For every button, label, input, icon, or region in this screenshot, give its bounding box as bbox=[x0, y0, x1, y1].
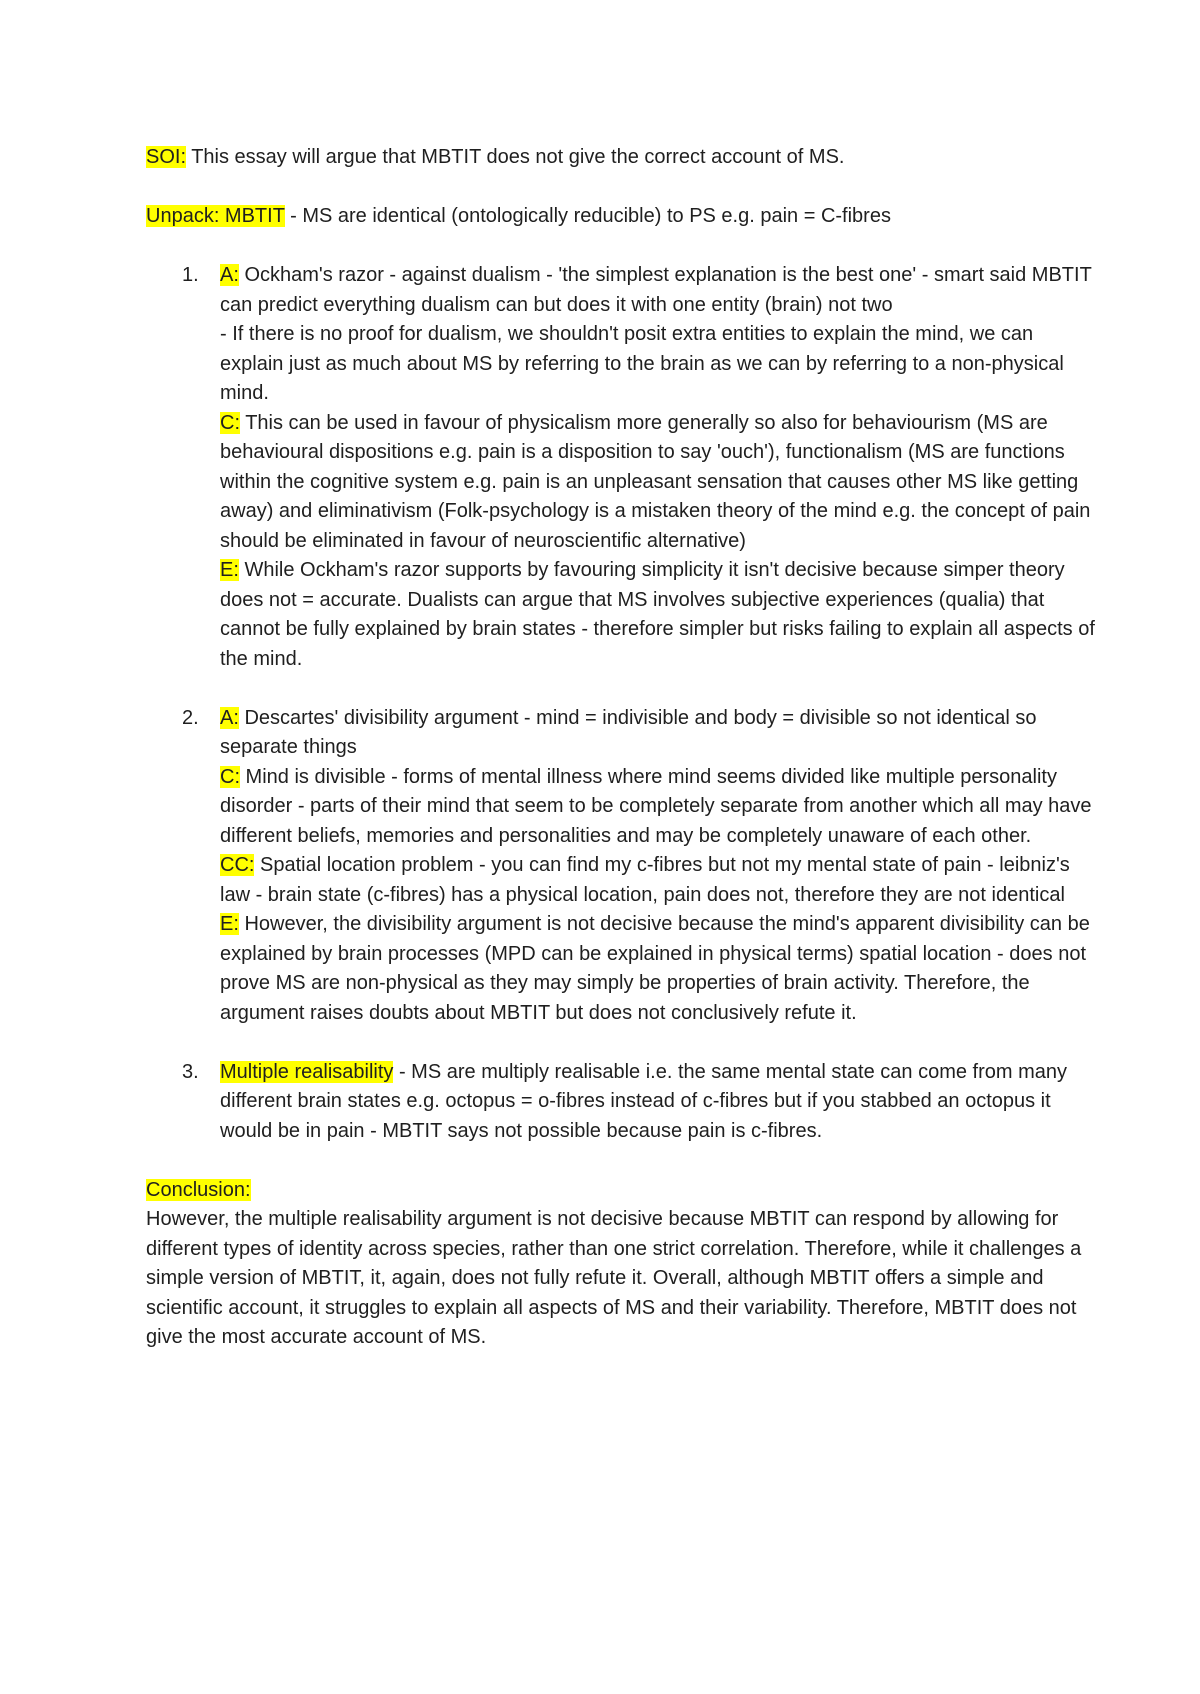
argument-block bbox=[220, 851, 1096, 910]
list-number: 2. bbox=[182, 706, 199, 729]
argument-block bbox=[220, 261, 1096, 320]
unpack-text: - MS are identical (ontologically reducible) to PS e.g. pain = C-fibres bbox=[284, 205, 891, 227]
block-text: Ockham's razor - against dualism - 'the simplest explanation is the best one' - smart said MBTIT can predict everything dualism can but does it with one entity (brain) not two bbox=[220, 264, 1092, 316]
block-text: - If there is no proof for dualism, we shouldn't posit extra entities to explain the mind, we can explain just as much about MS by referring to the brain as we can by referring to a non-physical mind. bbox=[220, 323, 1064, 404]
argument-list bbox=[146, 261, 1096, 1146]
argument-block bbox=[220, 409, 1096, 557]
conclusion-label: Conclusion: bbox=[146, 1178, 251, 1201]
conclusion-text: However, the multiple realisability argument is not decisive because MBTIT can respond by allowing for different types of identity across species, rather than one strict correlation. Therefore, while it challenges a simple version of MBTIT, it, again, does not fully refute it. Overall, although MBTIT offers a simple and scientific account, it struggles to explain all aspects of MS and their variability. Therefore, MBTIT does not give the most accurate account of MS. bbox=[146, 1208, 1082, 1348]
block-label: E: bbox=[220, 913, 239, 935]
argument-item-2 bbox=[146, 704, 1096, 1029]
block-text: However, the divisibility argument is not decisive because the mind's apparent divisibility can be explained by brain processes (MPD can be explained in physical terms) spatial location - does not prove MS are non-physical as they may simply be properties of brain activity. Therefore, the argument raises doubts about MBTIT but does not conclusively refute it. bbox=[220, 913, 1090, 1024]
block-label: CC: bbox=[220, 854, 255, 876]
block-text: - MS are multiply realisable i.e. the same mental state can come from many different brain states e.g. octopus = o-fibres instead of c-fibres but if you stabbed an octopus it would be in pain - MBTIT says not possible because pain is c-fibres. bbox=[220, 1060, 1067, 1142]
soi-text: This essay will argue that MBTIT does not give the correct account of MS. bbox=[186, 146, 845, 168]
unpack-label: Unpack: MBTIT bbox=[146, 205, 285, 227]
block-text: This can be used in favour of physicalism more generally so also for behaviourism (MS are behavioural dispositions e.g. pain is a disposition to say 'ouch'), functionalism (MS are functions within the cognitive system e.g. pain is an unpleasant sensation that causes other MS like getting away) and eliminativism (Folk-psychology is a mistaken theory of the mind e.g. the concept of pain should be eliminated in favour of neuroscientific alternative) bbox=[220, 411, 1091, 552]
argument-block bbox=[220, 556, 1096, 674]
document-page bbox=[146, 143, 1096, 1353]
block-label: A: bbox=[220, 706, 239, 729]
block-label: C: bbox=[220, 411, 240, 434]
soi-label: SOI: bbox=[146, 146, 187, 168]
argument-block bbox=[220, 704, 1096, 763]
argument-block bbox=[220, 1058, 1096, 1147]
block-label: E: bbox=[220, 559, 239, 581]
block-text: Descartes' divisibility argument - mind = indivisible and body = divisible so not identical so separate things bbox=[220, 706, 1037, 758]
block-label: C: bbox=[220, 765, 240, 788]
list-number: 1. bbox=[182, 264, 199, 286]
block-label: A: bbox=[220, 264, 239, 286]
block-text: Mind is divisible - forms of mental illness where mind seems divided like multiple personality disorder - parts of their mind that seem to be completely separate from another which all may have different beliefs, memories and personalities and may be completely unaware of each other. bbox=[220, 765, 1092, 847]
block-text: While Ockham's razor supports by favouring simplicity it isn't decisive because simper theory does not = accurate. Dualists can argue that MS involves subjective experiences (qualia) that cannot be fully explained by brain states - therefore simpler but risks failing to explain all aspects of the mind. bbox=[220, 559, 1095, 670]
soi-paragraph bbox=[146, 143, 1096, 173]
block-label: Multiple realisability bbox=[220, 1060, 394, 1083]
argument-item-1 bbox=[146, 261, 1096, 674]
block-text: Spatial location problem - you can find my c-fibres but not my mental state of pain - leibniz's law - brain state (c-fibres) has a physical location, pain does not, therefore they are not identical bbox=[220, 854, 1070, 906]
conclusion-heading bbox=[146, 1176, 1096, 1206]
unpack-paragraph bbox=[146, 202, 1096, 232]
argument-block bbox=[220, 910, 1096, 1028]
argument-item-3 bbox=[146, 1058, 1096, 1147]
argument-block bbox=[220, 320, 1096, 409]
list-number: 3. bbox=[182, 1060, 199, 1083]
argument-block bbox=[220, 763, 1096, 852]
